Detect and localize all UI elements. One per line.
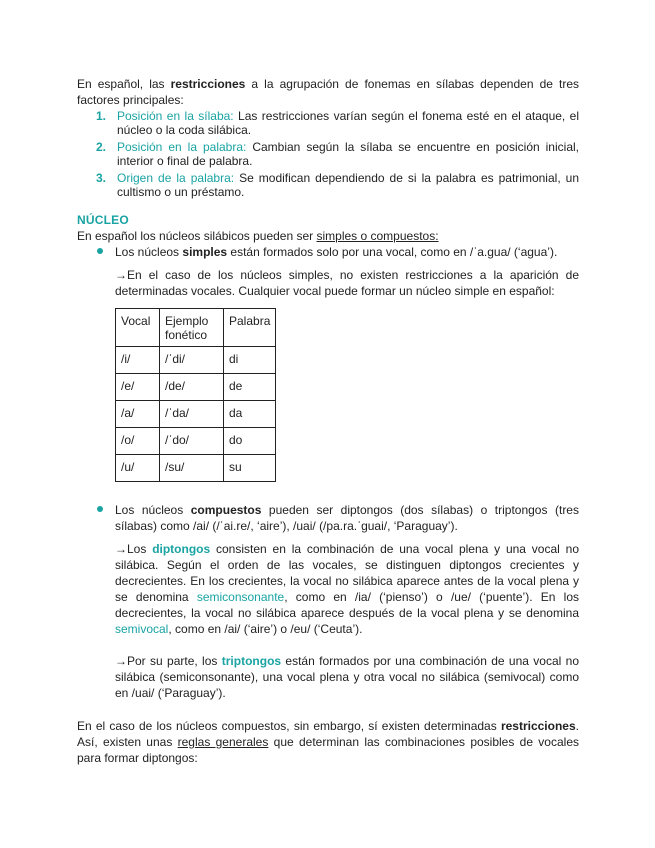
simples-line: Los núcleos simples están formados solo por una vocal, como en /ˈa.gua/ (‘agua’). xyxy=(115,245,558,259)
table-cell: da xyxy=(224,401,276,428)
factor-number: 3. xyxy=(96,171,107,185)
triptongos-paragraph: →Por su parte, los triptongos están formados por una combinación de una vocal no silábica (semiconsonante), una vocal plena y otra vocal no silábica (semivocal) como en /uai/ (‘Paraguay’). xyxy=(115,654,579,700)
factor-label: Posición en la sílaba: xyxy=(117,109,234,123)
table-cell: /ˈdi/ xyxy=(160,347,224,374)
table-cell: /ˈda/ xyxy=(160,401,224,428)
diptongos-term: diptongos xyxy=(152,542,211,556)
table-row xyxy=(116,455,276,482)
table-row xyxy=(116,374,276,401)
nucleo-list xyxy=(77,244,579,701)
intro-paragraph: En español, las restricciones a la agrupación de fonemas en sílabas dependen de tres factores principales: xyxy=(77,77,580,107)
table-header-cell: Palabra xyxy=(224,309,276,347)
factor-item xyxy=(77,171,579,199)
compuestos-line: Los núcleos compuestos pueden ser diptongos (dos sílabas) o triptongos (tres sílabas) como /ai/ (/ˈai.re/, ‘aire’), /uai/ (/pa.ra.ˈguai/, ‘Paraguay’). xyxy=(115,503,579,533)
table-cell: de xyxy=(224,374,276,401)
factor-item xyxy=(77,140,579,168)
factor-text: Se modifican dependiendo de si la palabra es patrimonial, un cultismo o un préstamo. xyxy=(117,171,580,199)
document-page xyxy=(77,76,579,766)
table-header-row xyxy=(116,309,276,347)
table-cell: /o/ xyxy=(116,428,160,455)
table-cell: /a/ xyxy=(116,401,160,428)
list-item-simples xyxy=(77,244,579,482)
semivocal-term: semivocal xyxy=(115,622,169,636)
table-cell: /i/ xyxy=(116,347,160,374)
table-cell: su xyxy=(224,455,276,482)
factors-list xyxy=(77,109,579,199)
factor-text: Las restricciones varían según el fonema esté en el ataque, el núcleo o la coda silábica. xyxy=(117,109,579,137)
closing-paragraph: En el caso de los núcleos compuestos, sin embargo, sí existen determinadas restricciones. Así, existen unas reglas generales que determinan las combinaciones posibles de vocales para formar diptongos: xyxy=(77,719,579,765)
table-row xyxy=(116,401,276,428)
triptongos-term: triptongos xyxy=(221,654,282,668)
factor-number: 2. xyxy=(96,140,107,154)
restricciones-term: restricciones xyxy=(170,77,246,91)
bullet-icon xyxy=(97,248,103,254)
table-header-cell: Ejemplo fonético xyxy=(160,309,224,347)
diptongos-paragraph: →Los diptongos consisten en la combinación de una vocal plena y una vocal no silábica. Según el orden de las vocales, se distinguen diptongos crecientes y decrecientes. En los crecientes, la vocal no silábica aparece antes de la vocal plena y se denomina semiconsonante, como en /ia/ (‘pienso’) o /ue/ (‘puente’). En los decrecientes, la vocal no silábica aparece después de la vocal plena y se denomina semivocal, como en /ai/ (‘aire’) o /eu/ (‘Ceuta’). xyxy=(115,542,580,636)
list-item-compuestos xyxy=(77,502,579,701)
table-row xyxy=(116,428,276,455)
reglas-generales-underline: reglas generales xyxy=(177,735,269,749)
table-cell: /de/ xyxy=(160,374,224,401)
factor-item xyxy=(77,109,579,137)
factor-text: Cambian según la sílaba se encuentre en posición inicial, interior o final de palabra. xyxy=(117,140,579,168)
table-cell: do xyxy=(224,428,276,455)
nucleo-heading: NÚCLEO xyxy=(77,213,129,227)
vowel-table xyxy=(115,308,276,482)
nucleo-intro: En español los núcleos silábicos pueden ser simples o compuestos: xyxy=(77,229,439,243)
table-header-cell: Vocal xyxy=(116,309,160,347)
semiconsonante-term: semiconsonante xyxy=(196,590,285,604)
simples-note: →En el caso de los núcleos simples, no existen restricciones a la aparición de determinadas vocales. Cualquier vocal puede formar un núcleo simple en español: xyxy=(115,268,579,298)
factor-label: Posición en la palabra: xyxy=(117,140,247,154)
simples-compuestos-underline: simples o compuestos: xyxy=(316,229,439,243)
table-row xyxy=(116,347,276,374)
table-cell: /su/ xyxy=(160,455,224,482)
bullet-icon xyxy=(97,506,103,512)
factor-label: Origen de la palabra: xyxy=(117,171,235,185)
table-cell: /u/ xyxy=(116,455,160,482)
table-cell: /ˈdo/ xyxy=(160,428,224,455)
table-cell: di xyxy=(224,347,276,374)
factor-number: 1. xyxy=(96,109,107,123)
table-cell: /e/ xyxy=(116,374,160,401)
